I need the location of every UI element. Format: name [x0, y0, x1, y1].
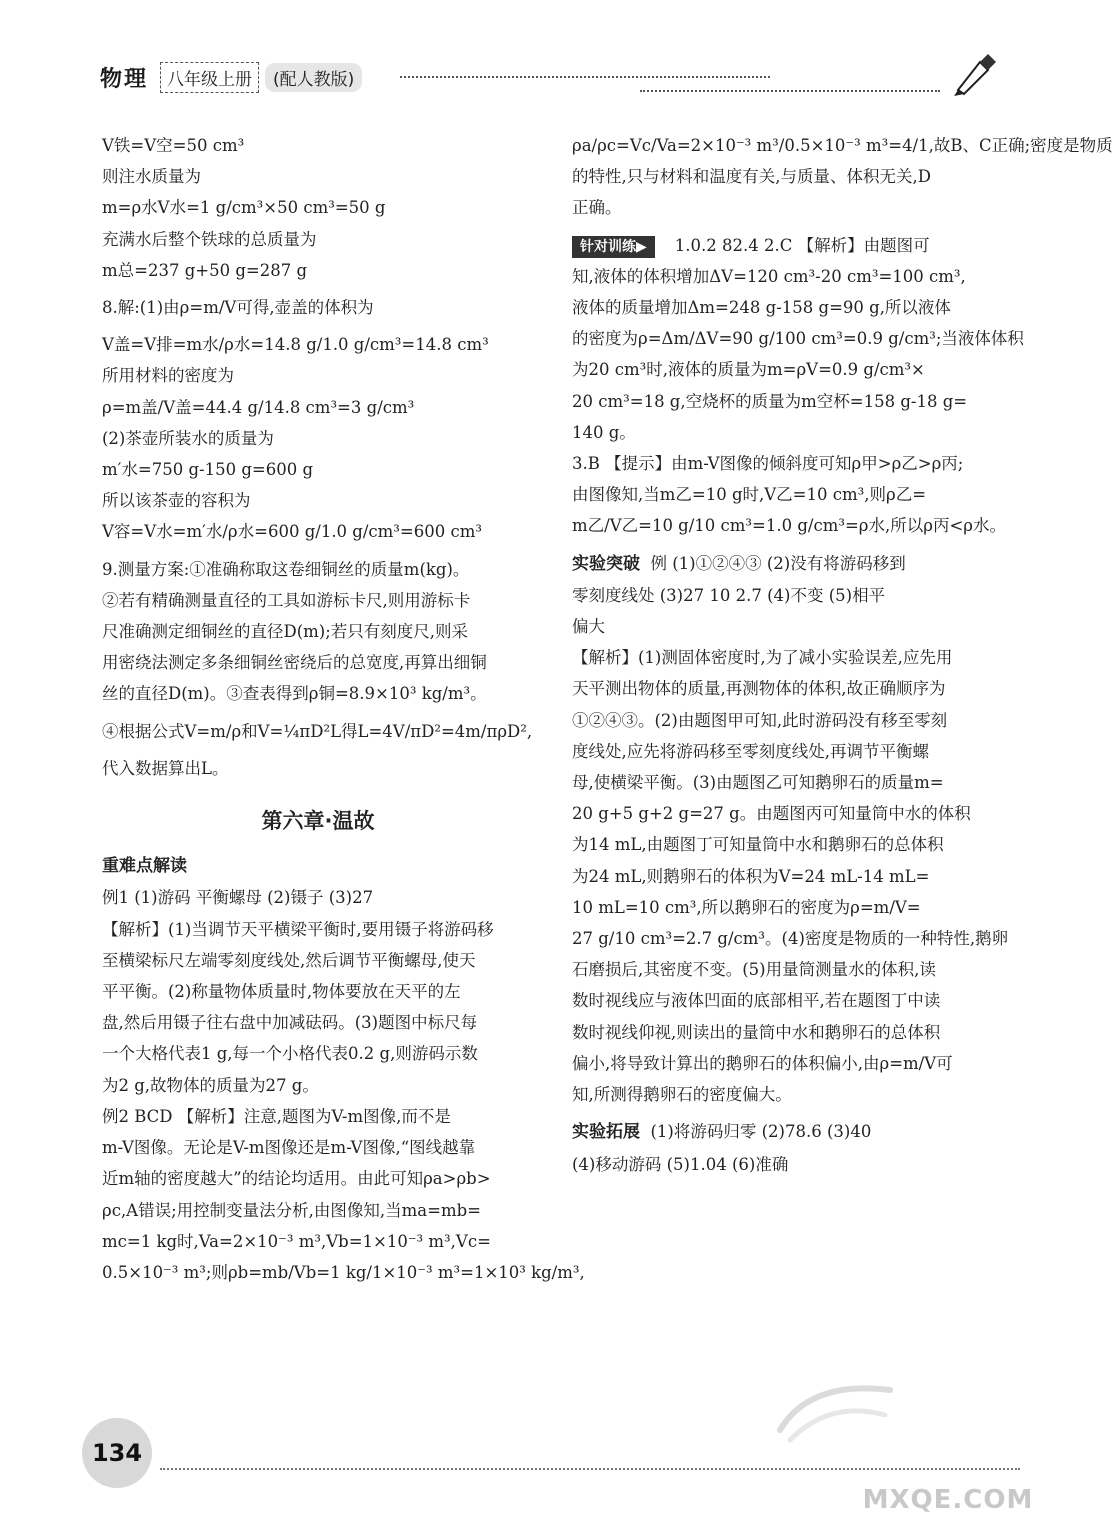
text-line: 充满水后整个铁球的总质量为 [102, 229, 317, 249]
formula-line: V盖=V排=m水/ρ水=14.8 g/1.0 g/cm³=14.8 cm³ [102, 335, 489, 355]
text-line: m-V图像。无论是V-m图像还是m-V图像,“图线越靠 [102, 1138, 476, 1158]
text-line: 为2 g,故物体的质量为27 g。 [102, 1075, 319, 1095]
text-line: mc=1 kg时,Va=2×10⁻³ m³,Vb=1×10⁻³ m³,Vc= [102, 1231, 491, 1251]
formula-line: V容=V水=m′水/ρ水=600 g/1.0 g/cm³=600 cm³ [102, 522, 482, 542]
text-line: ρc,A错误;用控制变量法分析,由图像知,当ma=mb= [102, 1200, 481, 1220]
text-line: 度线处,应先将游码移至零刻度线处,再调节平衡螺 [572, 741, 929, 761]
text-line: 【解析】(1)测固体密度时,为了减小实验误差,应先用 [572, 648, 953, 668]
header-divider-2 [640, 90, 940, 92]
text-line: 所以该茶壶的容积为 [102, 491, 251, 511]
text-line: 例1 (1)游码 平衡螺母 (2)镊子 (3)27 [102, 888, 374, 908]
text-line: 则注水质量为 [102, 167, 201, 187]
right-column [572, 130, 1113, 1180]
formula-line: 0.5×10⁻³ m³;则ρb=mb/Vb=1 kg/1×10⁻³ m³=1×10³ kg/m³, [102, 1262, 585, 1282]
text-line: 8.解:(1)由ρ=m/V可得,壶盖的体积为 [102, 298, 374, 318]
text-line: 例2 BCD 【解析】注意,题图为V-m图像,而不是 [102, 1106, 451, 1126]
text-line: 3.B 【提示】由m-V图像的倾斜度可知ρ甲>ρ乙>ρ丙; [572, 454, 964, 474]
text-line: 近m轴的密度越大”的结论均适用。由此可知ρa>ρb> [102, 1169, 491, 1189]
formula-line: 27 g/10 cm³=2.7 g/cm³。(4)密度是物质的一种特性,鹅卵 [572, 929, 1009, 949]
text-line: 一个大格代表1 g,每一个小格代表0.2 g,则游码示数 [102, 1044, 478, 1064]
text-line: 至横梁标尺左端零刻度线处,然后调节平衡螺母,使天 [102, 950, 476, 970]
text-line: 为24 mL,则鹅卵石的体积为V=24 mL-14 mL= [572, 866, 930, 886]
text-line: 盘,然后用镊子往右盘中加减砝码。(3)题图中标尺每 [102, 1013, 478, 1033]
text-line: m总=237 g+50 g=287 g [102, 260, 308, 280]
stamp-icon [770, 1360, 900, 1450]
chapter-title: 第六章·温故 [261, 809, 375, 834]
text-line: ②若有精确测量直径的工具如游标卡尺,则用游标卡 [102, 590, 471, 610]
text-line: 正确。 [572, 198, 622, 218]
text-line: 知,所测得鹅卵石的密度偏大。 [572, 1085, 792, 1105]
formula-line: 偏小,将导致计算出的鹅卵石的体积偏小,由ρ=m/V可 [572, 1053, 953, 1073]
text-line: 20 g+5 g+2 g=27 g。由题图丙可知量筒中水的体积 [572, 804, 971, 824]
formula-line: ρa/ρc=Vc/Va=2×10⁻³ m³/0.5×10⁻³ m³=4/1,故B、C正确;密度是物质 [572, 136, 1113, 155]
formula-line: 的密度为ρ=Δm/ΔV=90 g/100 cm³=0.9 g/cm³;当液体体积 [572, 329, 1024, 349]
text-line: m=ρ水V水=1 g/cm³×50 cm³=50 g [102, 198, 386, 218]
text-line: 偏大 [572, 617, 605, 637]
training-first-line [572, 230, 1002, 261]
text-line: 液体的质量增加Δm=248 g-158 g=90 g,所以液体 [572, 298, 951, 318]
experiment-first-line [572, 548, 1002, 580]
formula-line: ④根据公式V=m/ρ和V=¼πD²L得L=4V/πD²=4m/πρD², [102, 721, 533, 741]
text-line: 零刻度线处 (3)27 10 2.7 (4)不变 (5)相平 [572, 585, 886, 605]
text-line: 数时视线应与液体凹面的底部相平,若在题图丁中读 [572, 991, 941, 1011]
page-number: 134 [82, 1418, 152, 1488]
text-line: 尺准确测定细铜丝的直径D(m);若只有刻度尺,则采 [102, 622, 469, 642]
extension-first-line [572, 1116, 1002, 1148]
edition-label: (配人教版) [265, 63, 362, 92]
text-line: 所用材料的密度为 [102, 366, 234, 386]
text-line: ①②④③。(2)由题图甲可知,此时游码没有移至零刻 [572, 710, 948, 730]
footer-divider [160, 1468, 1020, 1470]
text-line: 为20 cm³时,液体的质量为m=ρV=0.9 g/cm³× [572, 360, 925, 380]
text-line: 数时视线仰视,则读出的量筒中水和鹅卵石的总体积 [572, 1022, 941, 1042]
page-header [100, 60, 362, 94]
formula-line: ρ=m盖/V盖=44.4 g/14.8 cm³=3 g/cm³ [102, 397, 415, 417]
text-line: 石磨损后,其密度不变。(5)用量筒测量水的体积,读 [572, 960, 936, 980]
text-line: 【解析】(1)当调节天平横梁平衡时,要用镊子将游码移 [102, 919, 494, 939]
training-tag: 针对训练▶ [572, 236, 655, 258]
watermark-text: MXQE.COM [862, 1485, 1034, 1515]
formula-line: m乙/V乙=10 g/10 cm³=1.0 g/cm³=ρ水,所以ρ丙<ρ水。 [572, 516, 1006, 536]
text-line: 丝的直径D(m)。③查表得到ρ铜=8.9×10³ kg/m³。 [102, 684, 487, 704]
section-heading: 重难点解读 [102, 856, 187, 877]
text-line: 母,使横梁平衡。(3)由题图乙可知鹅卵石的质量m= [572, 773, 944, 793]
subject-label: 物理 [100, 66, 149, 92]
text-line: 9.测量方案:①准确称取这卷细铜丝的质量m(kg)。 [102, 559, 470, 579]
text-line: V铁=V空=50 cm³ [102, 136, 245, 155]
formula-line: 10 mL=10 cm³,所以鹅卵石的密度为ρ=m/V= [572, 897, 921, 917]
text-line: (2)茶壶所装水的质量为 [102, 428, 274, 448]
text-line: 140 g。 [572, 422, 636, 442]
text-line: 知,液体的体积增加ΔV=120 cm³-20 cm³=100 cm³, [572, 266, 966, 286]
text-line: 由图像知,当m乙=10 g时,V乙=10 cm³,则ρ乙= [572, 485, 927, 505]
text-line: 天平测出物体的质量,再测物体的体积,故正确顺序为 [572, 679, 946, 699]
text-line: 1.0.2 82.4 2.C 【解析】由题图可 [674, 235, 930, 255]
text-line: 为14 mL,由题图丁可知量筒中水和鹅卵石的总体积 [572, 835, 944, 855]
text-line: 例 (1)①②④③ (2)没有将游码移到 [650, 553, 906, 573]
text-line: 代入数据算出L。 [102, 758, 229, 778]
text-line: (1)将游码归零 (2)78.6 (3)40 [650, 1122, 872, 1142]
text-line: (4)移动游码 (5)1.04 (6)准确 [572, 1154, 789, 1174]
left-column [102, 130, 585, 1288]
pen-icon [950, 48, 1000, 98]
text-line: 平平衡。(2)称量物体质量时,物体要放在天平的左 [102, 982, 461, 1002]
grade-label: 八年级上册 [160, 62, 259, 93]
header-divider [400, 76, 770, 78]
extension-heading: 实验拓展 [572, 1122, 640, 1143]
text-line: m′水=750 g-150 g=600 g [102, 460, 314, 480]
experiment-heading: 实验突破 [572, 553, 640, 574]
text-line: 的特性,只与材料和温度有关,与质量、体积无关,D [572, 167, 931, 187]
text-line: 20 cm³=18 g,空烧杯的质量为m空杯=158 g-18 g= [572, 391, 968, 411]
text-line: 用密绕法测定多条细铜丝密绕后的总宽度,再算出细铜 [102, 653, 487, 673]
